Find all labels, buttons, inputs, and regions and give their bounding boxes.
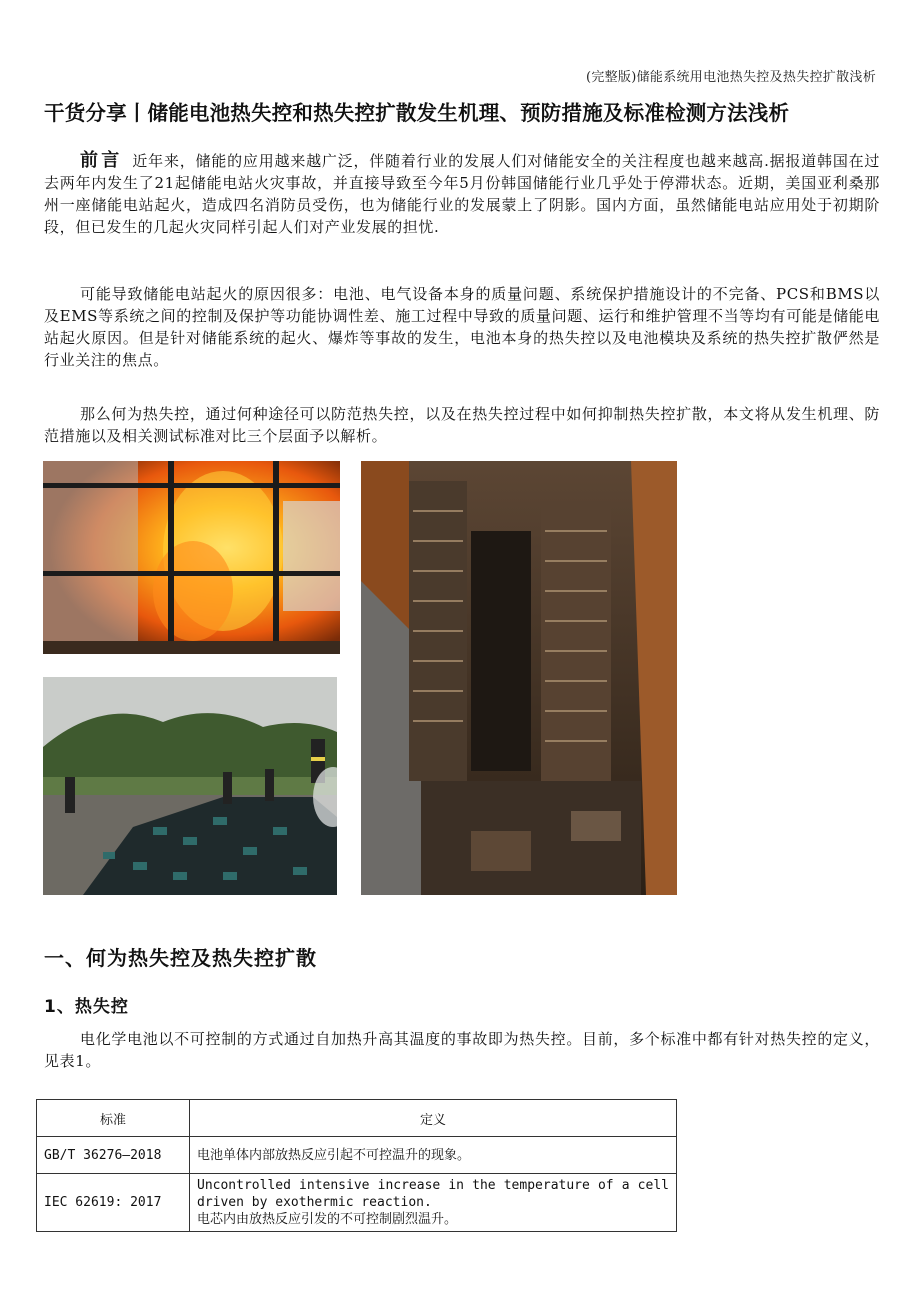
subsection-1-paragraph: 电化学电池以不可控制的方式通过自加热升高其温度的事故即为热失控。目前，多个标准中都有针对热失控的定义，见表1。: [44, 1030, 880, 1070]
intro-paragraph-2: 可能导致储能电站起火的原因很多：电池、电气设备本身的质量问题、系统保护措施设计的不完备、PCS和BMS以及EMS等系统之间的控制及保护等功能协调性差、施工过程中导致的质量问题、运行和维护管理不当等均有可能是储能电站起火原因。但是针对储能系统的起火、爆炸等事故的发生，电池本身的热失控以及电池模块及系统的热失控扩散俨然是行业关注的焦点。: [44, 285, 880, 369]
intro-paragraph-3: 那么何为热失控，通过何种途径可以防范热失控，以及在热失控过程中如何抑制热失控扩散，本文将从发生机理、防范措施以及相关测试标准对比三个层面予以解析。: [44, 405, 880, 445]
definition-zh: 电池单体内部放热反应引起不可控温升的现象。: [197, 1147, 471, 1163]
photo-burnt-container: [361, 461, 677, 895]
photo-field-debris: [43, 677, 337, 895]
intro-lead: 前言: [80, 150, 123, 171]
table-row: [37, 1137, 677, 1174]
table-cell-definition: [190, 1174, 677, 1232]
table-header-definition: 定义: [190, 1100, 677, 1137]
intro-paragraph-1: [44, 150, 880, 238]
definition-zh: 电芯内由放热反应引发的不可控制剧烈温升。: [197, 1212, 458, 1227]
photo-building-fire: [43, 461, 340, 654]
table-cell-definition: [190, 1137, 677, 1174]
table-header-row: [37, 1100, 677, 1137]
table-cell-standard: IEC 62619: 2017: [37, 1174, 190, 1232]
table-header-standard: 标准: [37, 1100, 190, 1137]
document-title: 干货分享丨储能电池热失控和热失控扩散发生机理、预防措施及标准检测方法浅析: [44, 101, 790, 125]
definitions-table: [36, 1099, 677, 1232]
running-header: (完整版)储能系统用电池热失控及热失控扩散浅析: [585, 70, 876, 85]
intro-paragraph-1-text: 近年来，储能的应用越来越广泛，伴随着行业的发展人们对储能安全的关注程度也越来越高.据报道韩国在过去两年内发生了21起储能电站火灾事故，并直接导致至今年5月份韩国储能行业几乎处于停滞状态。近期，美国亚利桑那州一座储能电站起火，造成四名消防员受伤，也为储能行业的发展蒙上了阴影。国内方面，虽然储能电站应用处于初期阶段，但已发生的几起火灾同样引起人们对产业发展的担忧.: [44, 152, 881, 236]
table-cell-standard: GB/T 36276—2018: [37, 1137, 190, 1174]
table-row: [37, 1174, 677, 1232]
section-1-heading: 一、何为热失控及热失控扩散: [44, 946, 317, 970]
subsection-1-heading: 1、热失控: [44, 997, 129, 1017]
definition-en: Uncontrolled intensive increase in the temperature of a cell driven by exothermic reaction.: [197, 1178, 669, 1210]
